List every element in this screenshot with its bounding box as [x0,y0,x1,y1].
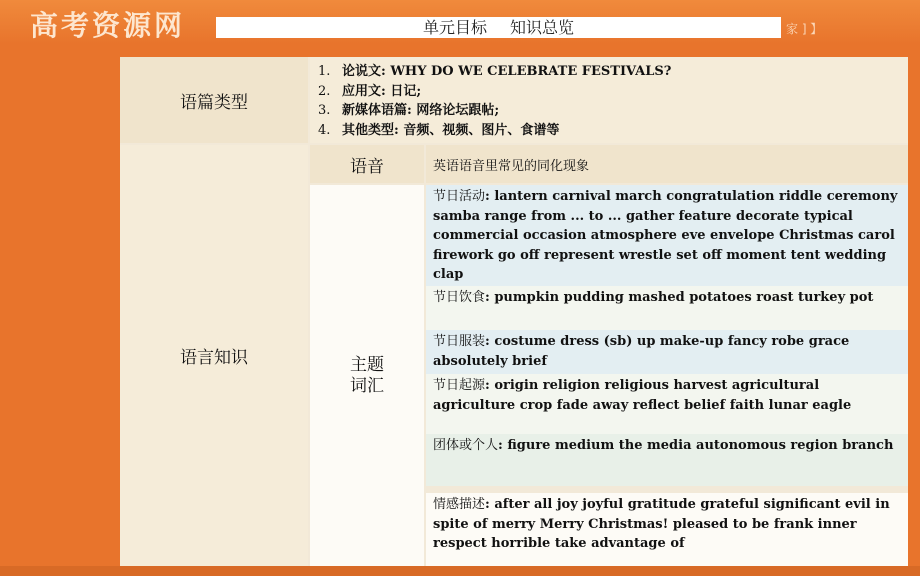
site-logo: 高考资源网 [30,9,186,42]
theme-label-line2: 词汇 [350,375,384,396]
text-type-item: 3. 新媒体语篇: 网络论坛跟帖; [318,103,500,118]
theme-vocab-label [310,185,424,566]
text-type-item: 1. 论说文: WHY DO WE CELEBRATE FESTIVALS? [318,64,672,79]
text-type-item: 4. 其他类型: 音频、视频、图片、食谱等 [318,122,560,138]
title-unit-goals: 单元目标 [422,18,487,37]
phonetics-text: 英语语音里常见的同化现象 [426,145,908,183]
language-knowledge-label: 语言知识 [120,145,308,566]
theme-label-line1: 主题 [350,354,384,375]
page-title [216,17,781,38]
text-type-item: 2. 应用文: 日记; [318,83,422,99]
knowledge-table [120,57,908,566]
phonetics-label: 语音 [310,145,424,183]
vocab-row-groups: 团体或个人: figure medium the media autonomous region branch [426,434,908,486]
text-type-list [310,57,908,143]
text-type-label: 语篇类型 [120,57,308,143]
vocab-row-clothing: 节日服装: costume dress (sb) up make-up fancy robe grace absolutely brief [426,330,908,374]
vocab-row-activities: 节日活动: lantern carnival march congratulation riddle ceremony samba range from ... to ... gather feature decorate typical commercial occasion atmosphere eve envelope Christmas carol firework go off represent wrestle set off moment tent wedding clap [426,185,908,286]
vocab-row-food: 节日饮食: pumpkin pudding mashed potatoes roast turkey pot [426,286,908,330]
vocab-row-emotions: 情感描述: after all joy joyful gratitude grateful significant evil in spite of merry Merry Christmas! pleased to be frank inner respect horrible take advantage of [426,493,908,566]
corner-tag: 家 ] 】 [786,22,823,36]
footer-band [0,566,920,576]
title-knowledge-overview: 知识总览 [510,18,575,37]
vocab-row-origin: 节日起源: origin religion religious harvest agricultural agriculture crop fade away reflect belief faith lunar eagle [426,374,908,434]
